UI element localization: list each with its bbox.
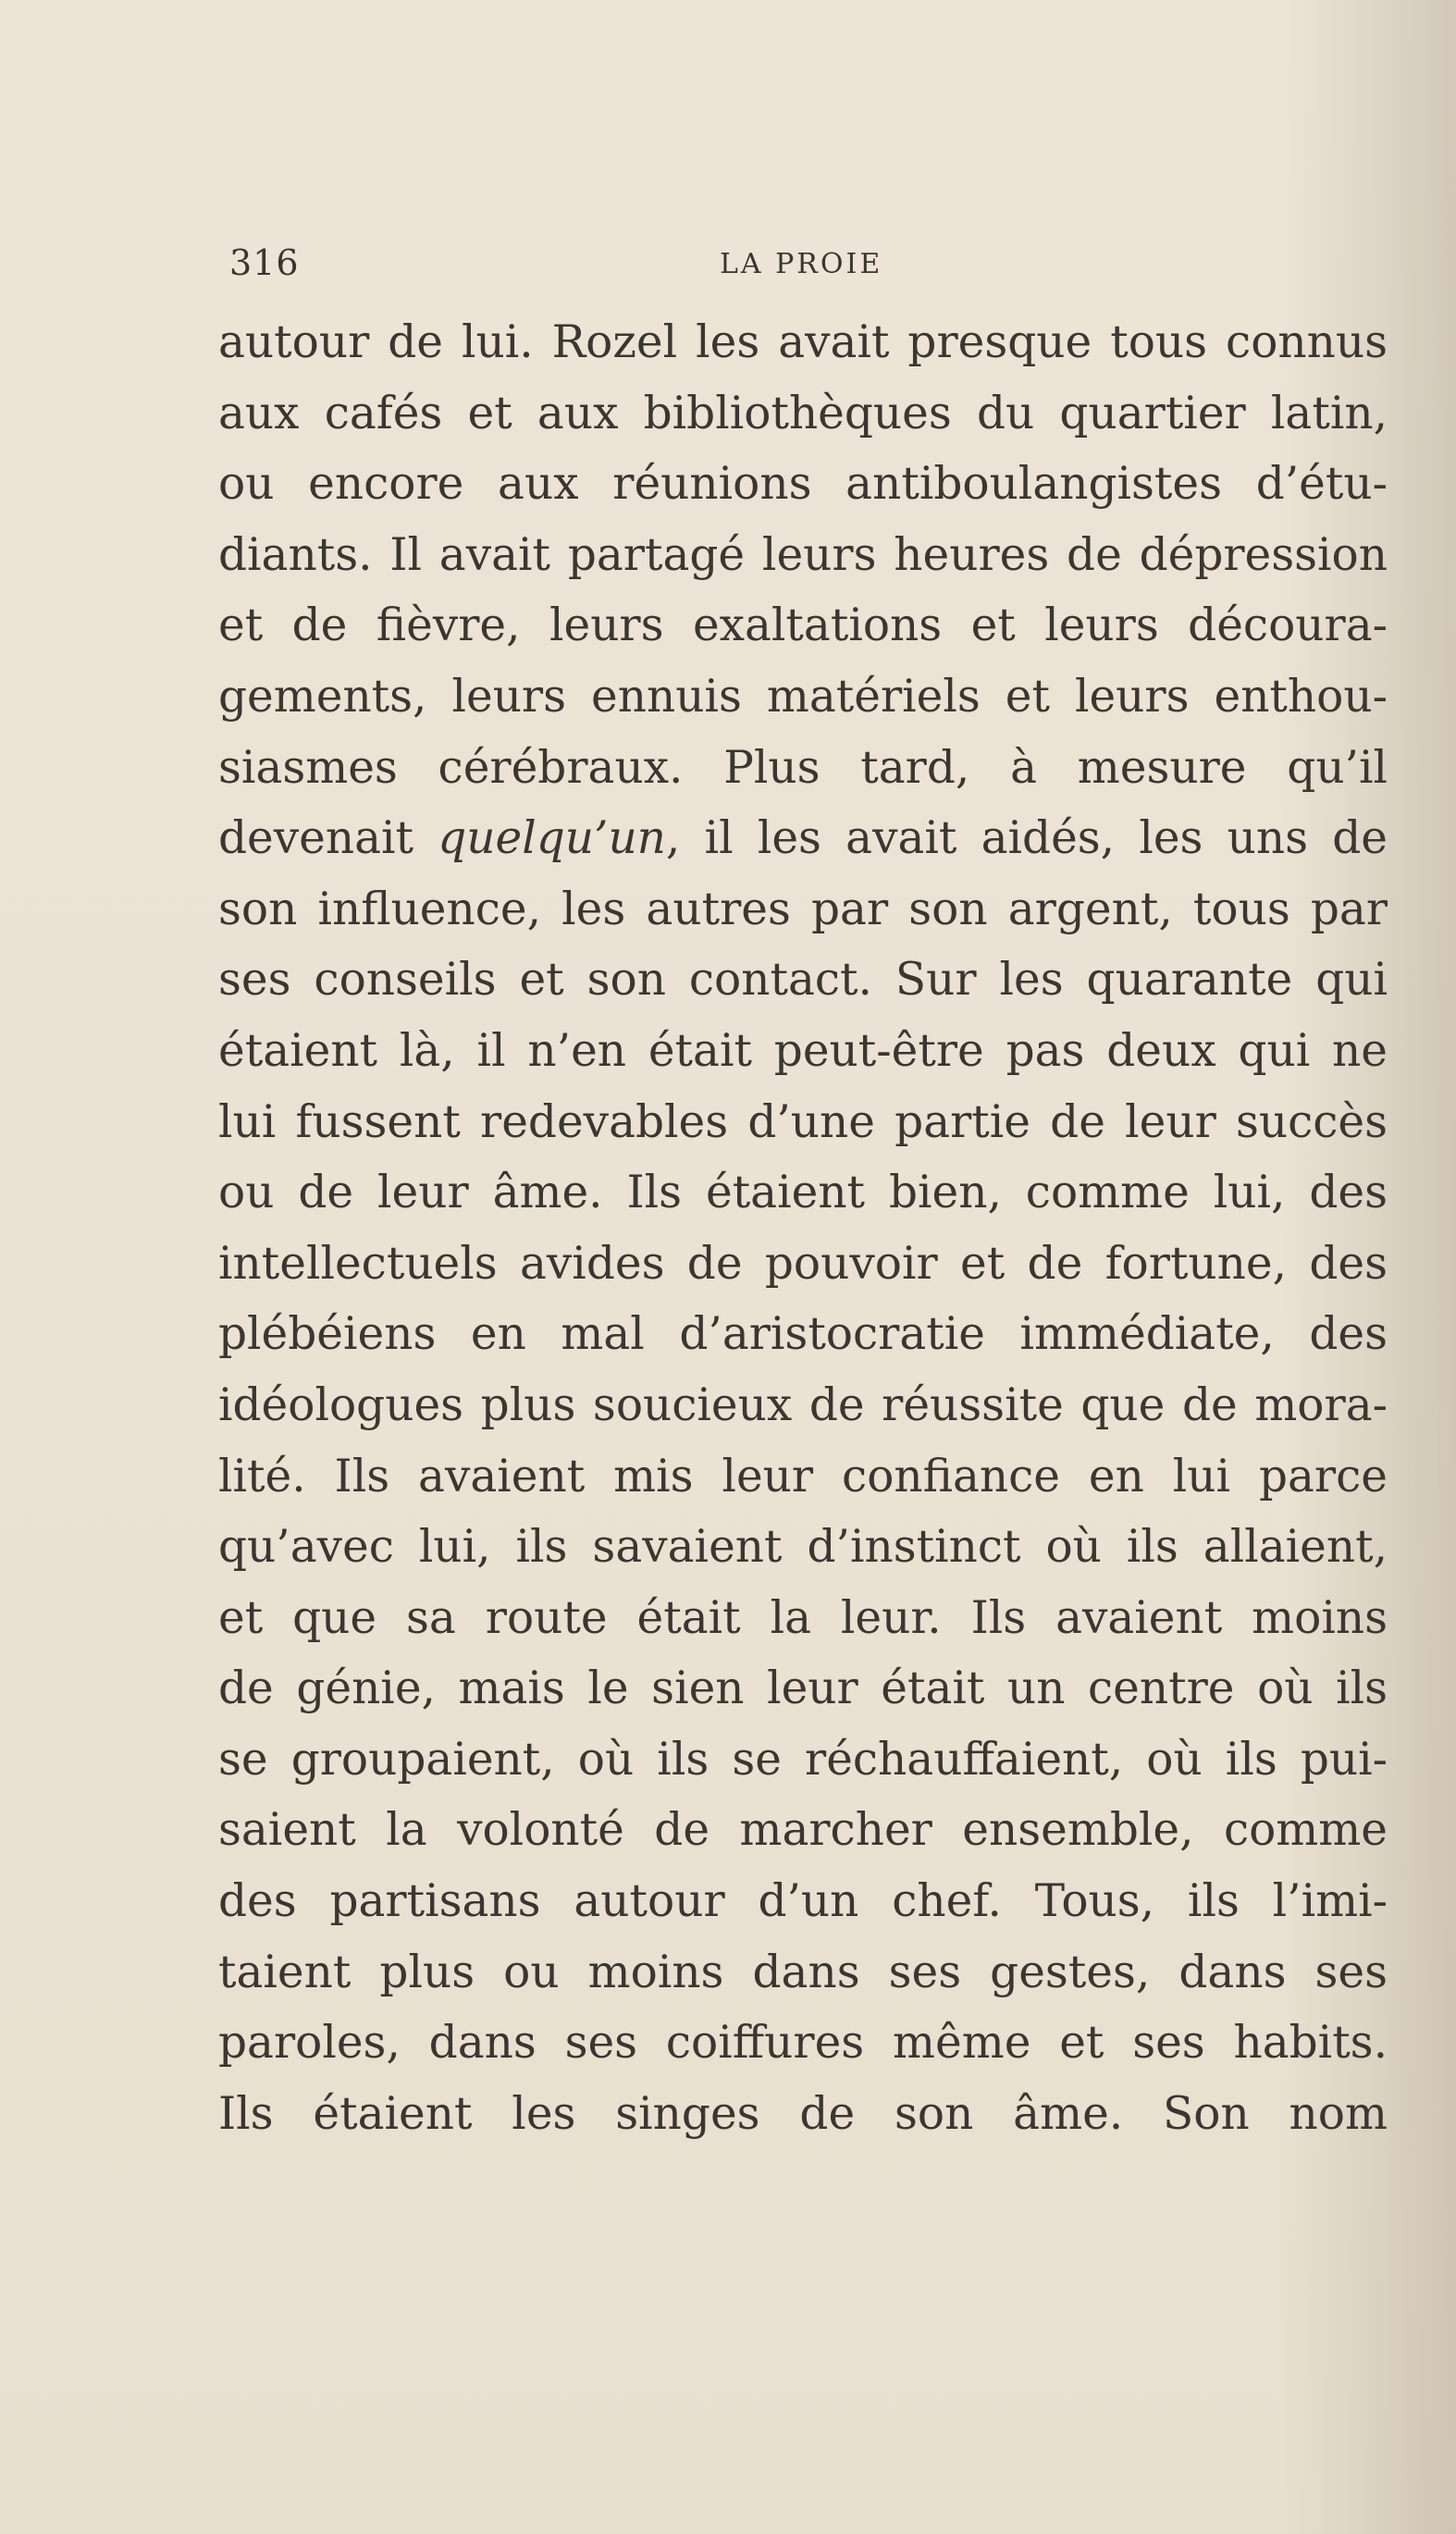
text-line: idéologues plus soucieux de réussite que de mora- bbox=[218, 1378, 1388, 1431]
text-line: intellectuels avides de pouvoir et de fortune, des bbox=[218, 1237, 1388, 1290]
text-line: de génie, mais le sien leur était un centre où ils bbox=[218, 1663, 1388, 1715]
body-text bbox=[218, 307, 1388, 2149]
text-line: et de fièvre, leurs exaltations et leurs découra- bbox=[218, 600, 1388, 652]
text-line: aux cafés et aux bibliothèques du quartier latin, bbox=[218, 387, 1388, 439]
text-line: diants. Il avait partagé leurs heures de dépression bbox=[218, 528, 1388, 581]
running-title: LA PROIE bbox=[720, 248, 883, 280]
text-line: ou de leur âme. Ils étaient bien, comme lui, des bbox=[218, 1167, 1388, 1219]
text-line: lui fussent redevables d’une partie de leur succès bbox=[218, 1095, 1388, 1148]
text-line: saient la volonté de marcher ensemble, comme bbox=[218, 1804, 1388, 1857]
text-line: ses conseils et son contact. Sur les quarante qui bbox=[218, 954, 1388, 1007]
text-line: plébéiens en mal d’aristocratie immédiate, des bbox=[218, 1308, 1388, 1361]
text-segment: , il les avait aidés, les uns de bbox=[665, 812, 1388, 865]
text-line: ou encore aux réunions antiboulangistes d’étu- bbox=[218, 458, 1388, 511]
text-line: des partisans autour d’un chef. Tous, ils l’imi- bbox=[218, 1875, 1388, 1928]
text-line: autour de lui. Rozel les avait presque tous connus bbox=[218, 316, 1388, 368]
text-line: et que sa route était la leur. Ils avaient moins bbox=[218, 1591, 1388, 1644]
text-line-with-italic bbox=[218, 803, 1388, 874]
running-head bbox=[229, 242, 1391, 289]
text-line: se groupaient, où ils se réchauffaient, où ils pui- bbox=[218, 1733, 1388, 1786]
text-line: gements, leurs ennuis matériels et leurs enthou- bbox=[218, 670, 1388, 723]
text-line: son influence, les autres par son argent, tous par bbox=[218, 883, 1388, 935]
page-number: 316 bbox=[229, 242, 300, 283]
text-line: taient plus ou moins dans ses gestes, dans ses bbox=[218, 1946, 1388, 1998]
italic-word: quelqu’un bbox=[438, 812, 666, 865]
text-line: Ils étaient les singes de son âme. Son nom bbox=[218, 2087, 1388, 2140]
text-segment: devenait bbox=[218, 812, 438, 865]
text-line: paroles, dans ses coiffures même et ses habits. bbox=[218, 2017, 1388, 2070]
text-line: qu’avec lui, ils savaient d’instinct où ils allaient, bbox=[218, 1521, 1388, 1574]
text-line: étaient là, il n’en était peut-être pas deux qui ne bbox=[218, 1024, 1388, 1077]
text-line: lité. Ils avaient mis leur confiance en lui parce bbox=[218, 1450, 1388, 1502]
text-line: siasmes cérébraux. Plus tard, à mesure qu’il bbox=[218, 741, 1388, 794]
